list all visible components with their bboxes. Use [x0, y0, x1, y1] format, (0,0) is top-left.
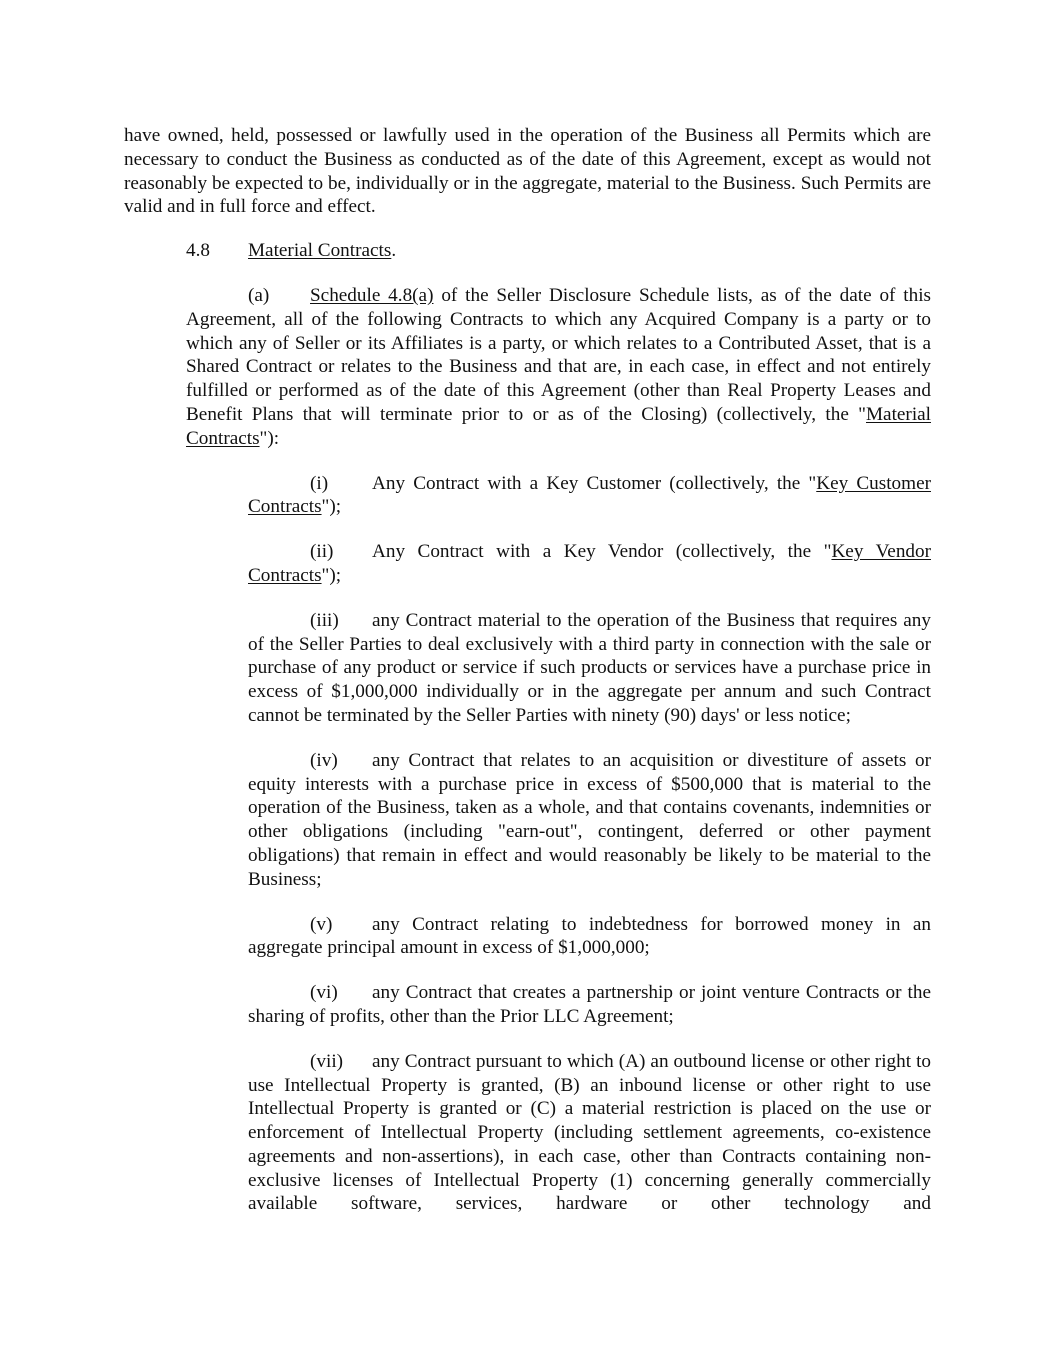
item-label: (iv) [310, 749, 338, 771]
defined-term-key-vendor-contracts: Key Vendor Contracts [248, 541, 931, 586]
item-text: any Contract that relates to an acquisition or divestiture of assets or equity interests with a purchase price in excess of $500,000 that is material to the operation of the Business, taken as a whole, and that contains covenants, indemnities or other obligations (including "earn-out", contingent, deferred or other payment obligations) that remain in effect and would reasonably be likely to be material to the Business; [248, 749, 931, 890]
item-text: any Contract material to the operation of the Business that requires any of the Seller Parties to deal exclusively with a third party in connection with the sale or purchase of any product or service if such products or services have a purchase price in excess of $1,000,000 individually or in the aggregate per annum and such Contract cannot be terminated by the Seller Parties with ninety (90) days' or less notice; [248, 609, 931, 726]
list-item-iv [248, 749, 931, 892]
item-label: (i) [310, 472, 329, 494]
item-text: any Contract that creates a partnership or joint venture Contracts or the sharing of profits, other than the Prior LLC Agreement; [248, 982, 931, 1027]
defined-term-material-contracts: Material Contracts [186, 403, 931, 449]
list-item-ii [248, 540, 931, 588]
subsection-a-label: (a) [248, 284, 270, 306]
item-text-end: "); [321, 564, 342, 586]
list-item-vii [248, 1050, 931, 1217]
opening-paragraph: have owned, held, possessed or lawfully used in the operation of the Business all Permits which are necessary to conduct the Business as conducted as of the date of this Agreement, except as would not reasonably be expected to be, individually or in the aggregate, material to the Business. Such Permits are valid and in full force and effect. [124, 125, 931, 218]
defined-term-key-customer-contracts: Key Customer Contracts [248, 472, 931, 518]
document-page [124, 124, 931, 1237]
list-item-vi [248, 981, 931, 1029]
item-text: Any Contract with a Key Vendor (collectively, the " [372, 541, 832, 563]
item-text: any Contract relating to indebtedness for borrowed money in an aggregate principal amount in excess of $1,000,000; [248, 913, 931, 959]
item-label: (vii) [310, 1050, 344, 1072]
list-item-v [248, 913, 931, 961]
list-item-i [248, 472, 931, 520]
item-label: (ii) [310, 541, 334, 563]
subsection-a [186, 284, 931, 451]
subsection-a-text: of the Seller Disclosure Schedule lists, as of the date of this Agreement, all of the following Contracts to which any Acquired Company is a party or to which any of Seller or its Affiliates is a party, or which relates to a Contributed Asset, that is a Shared Contract or relates to the Business and that are, in each case, in effect and not entirely fulfilled or performed as of the date of this Agreement (other than Real Property Leases and Benefit Plans that will terminate prior to or as of the Closing) (collectively, the " [186, 284, 931, 425]
section-title-suffix: . [391, 240, 397, 262]
subsection-a-text-end: "): [259, 427, 280, 449]
item-label: (v) [310, 913, 333, 935]
list-item-iii [248, 609, 931, 728]
item-label: (iii) [310, 609, 339, 631]
item-text: any Contract pursuant to which (A) an outbound license or other right to use Intellectual Property is granted, (B) an inbound license or other right to use Intellectual Property is granted or (C) a material restriction is placed on the use or enforcement of Intellectual Property (including settlement agreements, co-existence agreements and non-assertions), in each case, other than Contracts containing non-exclusive licenses of Intellectual Property (1) concerning generally commercially available software, services, hardware or other technology and [248, 1050, 931, 1215]
item-text-end: "); [321, 496, 342, 518]
section-heading [186, 239, 931, 263]
item-label: (vi) [310, 982, 338, 1004]
item-text: Any Contract with a Key Customer (collectively, the " [372, 472, 817, 494]
schedule-reference: Schedule 4.8(a) [310, 284, 434, 306]
section-title: Material Contracts [248, 240, 392, 262]
section-number: 4.8 [186, 240, 210, 262]
